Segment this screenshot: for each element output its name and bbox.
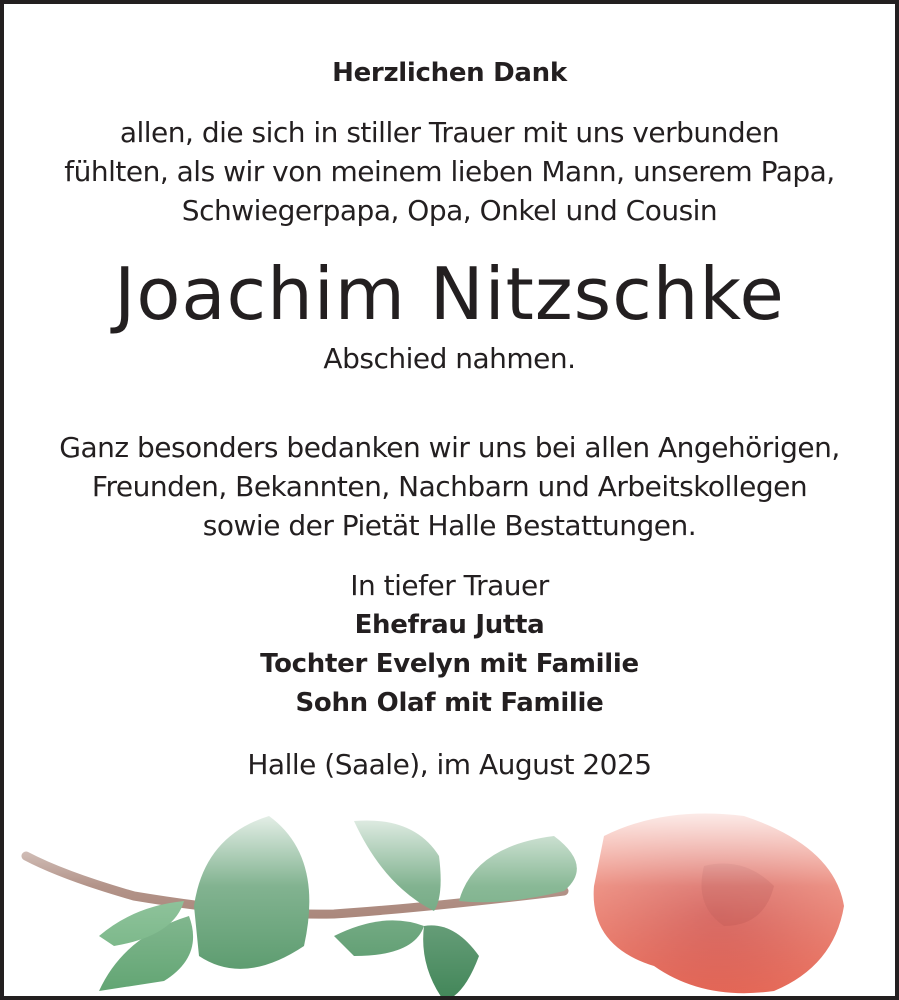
heading: Herzlichen Dank [332,58,567,88]
place-date: Halle (Saale), im August 2025 [247,748,652,781]
mourner: Tochter Evelyn mit Familie [260,649,639,679]
intro-line: fühlten, als wir von meinem lieben Mann, unserem Papa, [64,155,835,188]
thanks-line: sowie der Pietät Halle Bestattungen. [202,509,697,542]
fade-overlay [4,796,895,996]
thanks-line: Ganz besonders bedanken wir uns bei allen Angehörigen, [59,431,840,464]
mourner: Ehefrau Jutta [354,610,545,640]
intro-line: allen, die sich in stiller Trauer mit uns verbunden [119,116,780,149]
thanks-line: Freunden, Bekannten, Nachbarn und Arbeitskollegen [91,470,808,503]
mourning-intro: In tiefer Trauer [350,569,549,602]
farewell-text: Abschied nahmen. [323,342,576,375]
mourner: Sohn Olaf mit Familie [295,688,604,718]
deceased-name: Joachim Nitzschke [114,252,785,336]
rose-image [4,796,895,996]
intro-line: Schwiegerpapa, Opa, Onkel und Cousin [181,194,718,227]
